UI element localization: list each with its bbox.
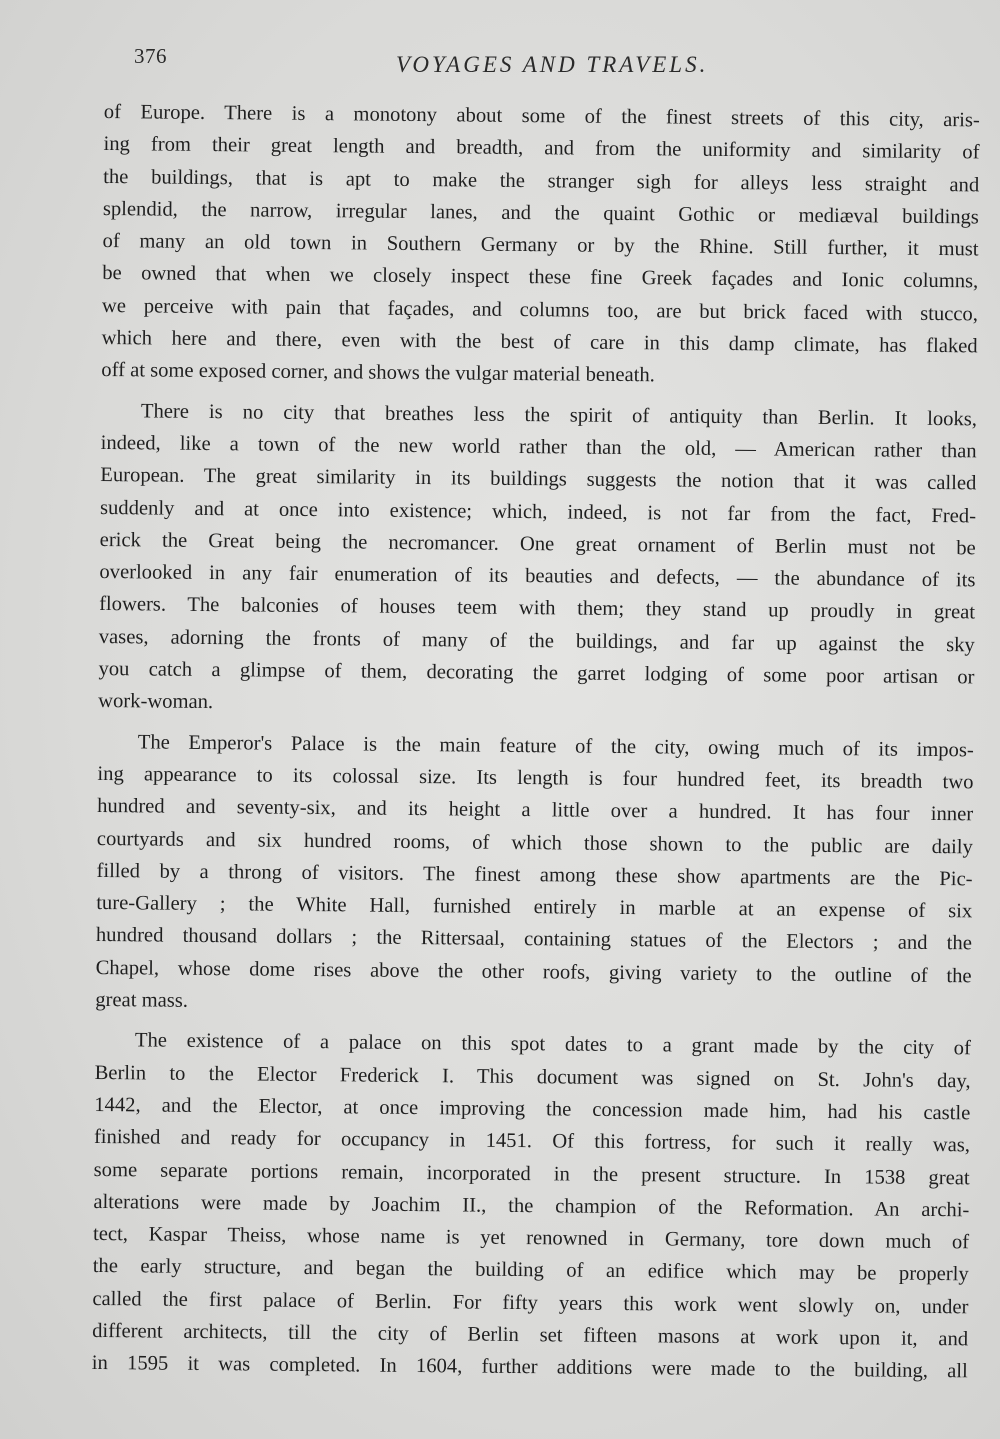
text-line: vases, adorning the fronts of many of the buildings, and far up against the sky — [98, 625, 975, 657]
body-text — [92, 96, 980, 1396]
text-line: in 1595 it was completed. In 1604, further additions were made to the building, all — [91, 1352, 968, 1383]
text-line: filled by a throng of visitors. The finest among these show apartments are the Pic- — [96, 859, 973, 891]
text-line: ing from their great length and breadth, and from the uniformity and similarity of — [103, 133, 980, 164]
text-line: splendid, the narrow, irregular lanes, and the quaint Gothic or mediæval buildings — [102, 197, 979, 229]
text-line: of Europe. There is a monotony about some of the finest streets of this city, aris- — [103, 100, 980, 132]
paragraph — [98, 395, 977, 726]
text-line: which here and there, even with the best of care in this damp climate, has flaked — [101, 327, 978, 358]
text-line: be owned that when we closely inspect these fine Greek façades and Ionic columns, — [102, 262, 979, 293]
text-line: Chapel, whose dome rises above the other roofs, giving variety to the outline of the — [95, 956, 972, 988]
text-line: different architects, till the city of Berlin set fifteen masons at work upon it, and — [92, 1319, 969, 1351]
text-line: the early structure, and began the building of an edifice which may be properly — [92, 1255, 969, 1286]
text-line: Berlin to the Elector Frederick I. This document was signed on St. John's day, — [94, 1061, 971, 1092]
text-line: the buildings, that is apt to make the stranger sigh for alleys less straight and — [103, 165, 980, 196]
text-line: ing appearance to its colossal size. Its length is four hundred feet, its breadth two — [97, 762, 974, 794]
text-line: finished and ready for occupancy in 1451. Of this fortress, for such it really was, — [93, 1126, 971, 1157]
text-line: The Emperor's Palace is the main feature of the city, owing much of its impos- — [137, 730, 974, 762]
text-line: European. The great similarity in its buildings suggests the notion that it was called — [100, 464, 977, 495]
paragraph — [95, 726, 974, 1025]
running-head: VOYAGES AND TRAVELS. — [396, 52, 709, 77]
text-line: The existence of a palace on this spot dates to a grant made by the city of — [134, 1029, 972, 1060]
text-line: erick the Great being the necromancer. One great ornament of Berlin must not be — [99, 528, 976, 560]
page-number: 376 — [134, 44, 167, 68]
text-line: suddenly and at once into existence; which, indeed, is not far from the fact, Fred- — [99, 496, 977, 527]
text-line: hundred thousand dollars ; the Rittersaal, containing statues of the Electors ; and the — [95, 924, 973, 955]
text-line: some separate portions remain, incorporated in the present structure. In 1538 great — [93, 1158, 970, 1189]
text-line: 1442, and the Elector, at once improving the concession made him, had his castle — [94, 1093, 971, 1125]
text-line: flowers. The balconies of houses teem with them; they stand up proudly in great — [99, 593, 976, 624]
text-line: ture-Gallery ; the White Hall, furnished entirely in marble at an expense of six — [96, 892, 973, 923]
text-line: overlooked in any fair enumeration of its beauties and defects, — the abundance of its — [99, 561, 976, 592]
text-line: alterations were made by Joachim II., the champion of the Reformation. An archi- — [93, 1190, 970, 1222]
paragraph — [101, 96, 980, 395]
text-line: you catch a glimpse of them, decorating the garret lodging of some poor artisan or — [98, 658, 975, 689]
paragraph — [92, 1024, 971, 1388]
text-line: called the first palace of Berlin. For fifty years this work went slowly on, under — [92, 1287, 969, 1319]
text-line: courtyards and six hundred rooms, of which those shown to the public are daily — [96, 827, 973, 858]
text-line: There is no city that breathes less the spirit of antiquity than Berlin. It looks, — [140, 400, 978, 431]
text-line: work-woman. — [98, 690, 214, 714]
text-line: hundred and seventy-six, and its height a little over a hundred. It has four inner — [97, 795, 974, 826]
text-line: we perceive with pain that façades, and columns too, are but brick faced with stucco, — [101, 294, 979, 326]
text-line: great mass. — [95, 988, 189, 1012]
text-line: of many an old town in Southern Germany or by the Rhine. Still further, it must — [102, 230, 979, 261]
text-line: off at some exposed corner, and shows the vulgar material beneath. — [101, 359, 655, 387]
text-line: indeed, like a town of the new world rather than the old, — American rather than — [100, 431, 977, 463]
text-line: tect, Kaspar Theiss, whose name is yet renowned in Germany, tore down much of — [92, 1223, 970, 1254]
